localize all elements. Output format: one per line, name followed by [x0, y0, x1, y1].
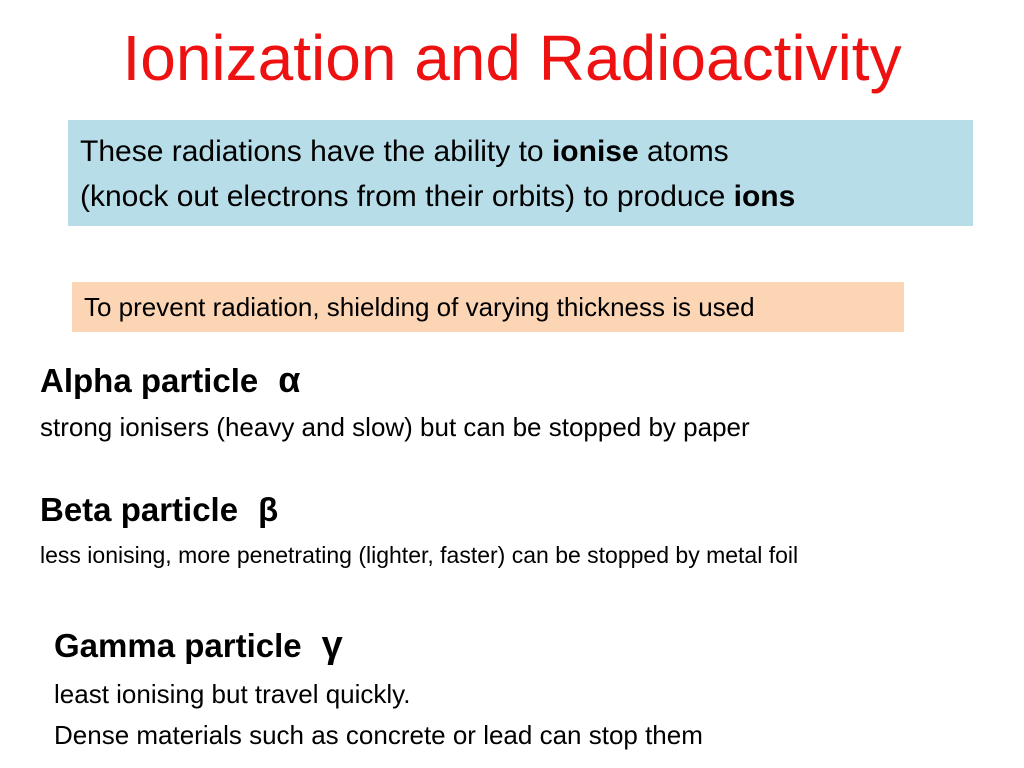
beta-heading	[40, 490, 278, 530]
gamma-description-line1: least ionising but travel quickly.	[54, 679, 411, 709]
gamma-symbol: γ	[321, 624, 343, 666]
alpha-name: Alpha particle	[40, 362, 259, 399]
beta-description: less ionising, more penetrating (lighter, faster) can be stopped by metal foil	[40, 542, 799, 568]
beta-symbol: β	[258, 491, 279, 528]
alpha-description: strong ionisers (heavy and slow) but can be stopped by paper	[40, 412, 750, 442]
intro-text-part2: atoms	[638, 135, 729, 168]
intro-bold-ions: ions	[733, 180, 796, 213]
intro-bold-ionise: ionise	[551, 135, 639, 168]
gamma-name: Gamma particle	[54, 627, 302, 664]
beta-name: Beta particle	[40, 491, 239, 528]
intro-text-part1: These radiations have the ability to	[80, 135, 552, 168]
slide-title: Ionization and Radioactivity	[122, 22, 902, 94]
alpha-heading	[40, 360, 300, 401]
alpha-symbol: α	[278, 359, 301, 400]
shielding-box	[72, 282, 904, 332]
shielding-text: To prevent radiation, shielding of varying thickness is used	[84, 292, 755, 322]
gamma-description-line2: Dense materials such as concrete or lead can stop them	[54, 720, 703, 750]
intro-text-part3: (knock out electrons from their orbits) to produce	[80, 180, 734, 213]
intro-box	[68, 120, 973, 226]
gamma-heading	[54, 625, 343, 666]
